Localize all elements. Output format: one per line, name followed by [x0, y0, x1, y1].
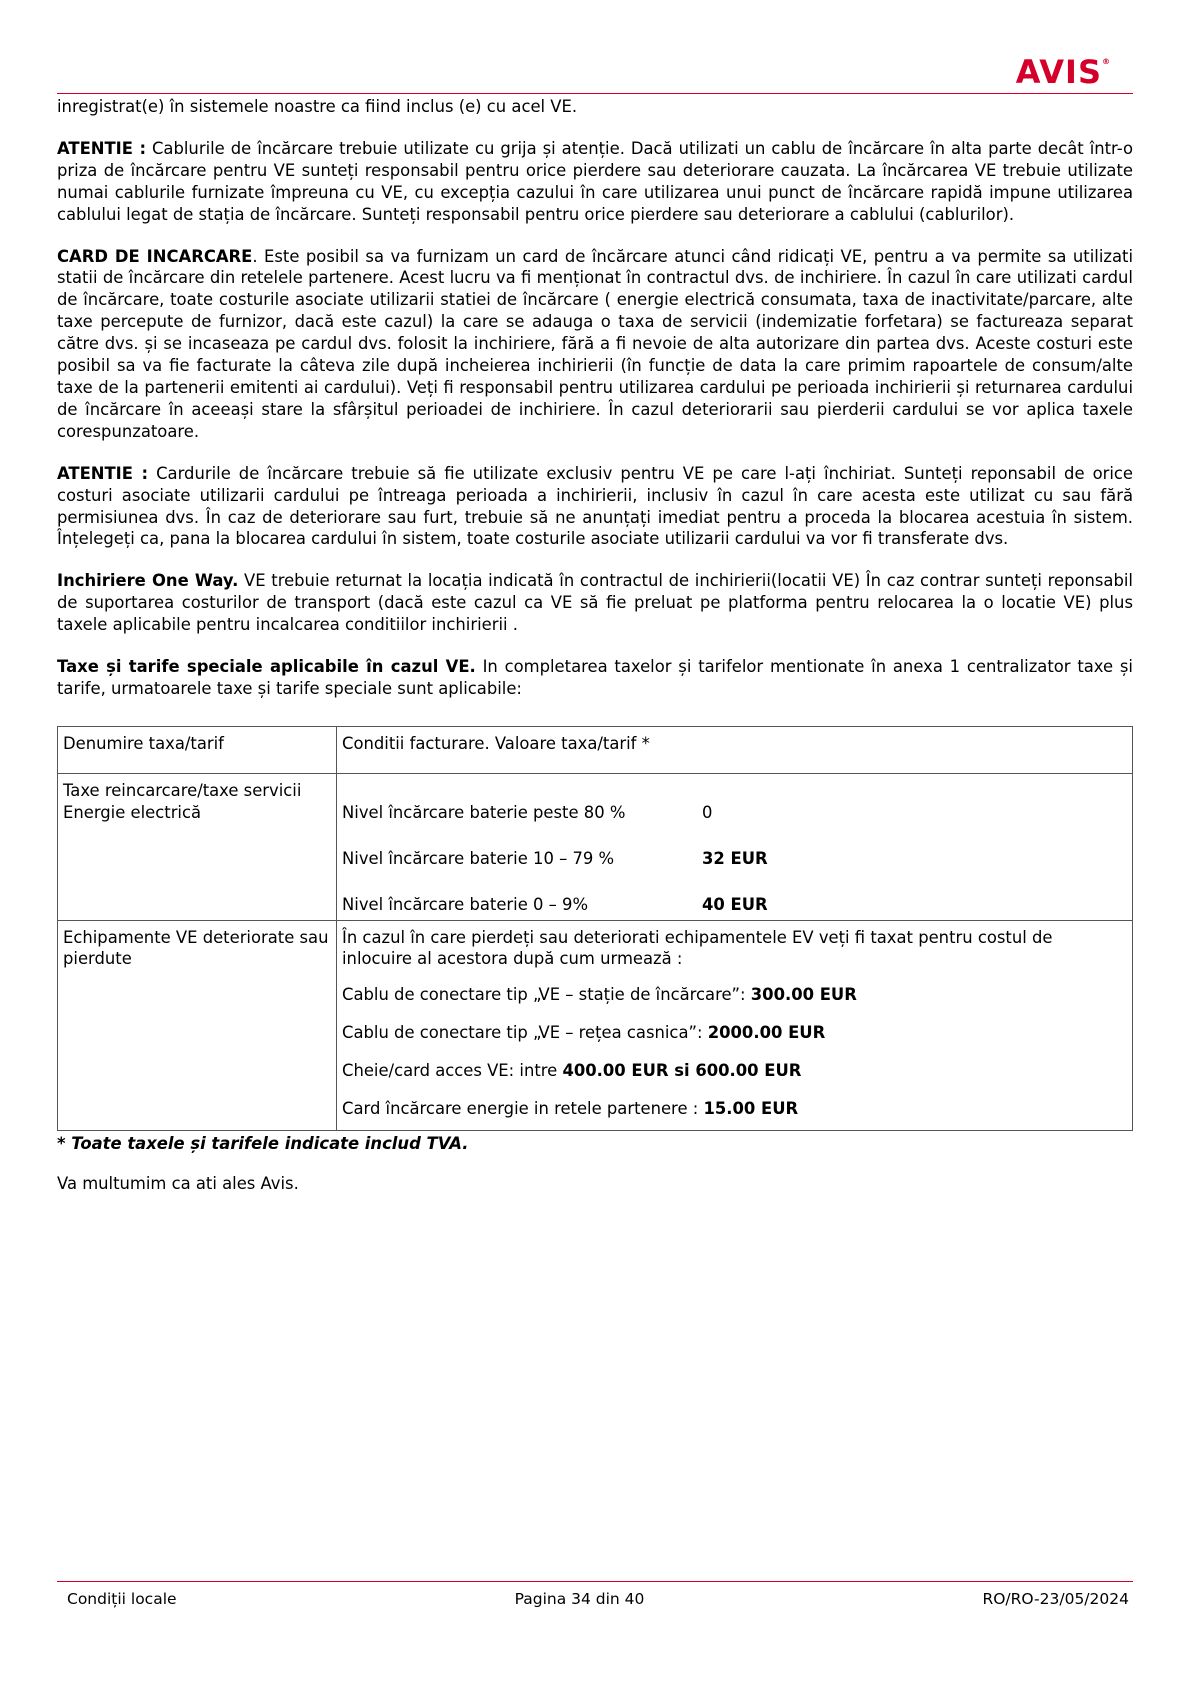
table-header-row	[58, 726, 1133, 773]
page-footer	[67, 1590, 1129, 1608]
footer-document-code: RO/RO-23/05/2024	[982, 1590, 1129, 1608]
table-row	[58, 920, 1133, 1130]
equipment-intro: În cazul în care pierdeți sau deteriorati echipamentele EV veți fi taxat pentru costul de inlocuire al acestora după cum urmează :	[342, 927, 1053, 969]
footer-page-number: Pagina 34 din 40	[514, 1590, 645, 1608]
equipment-cost-line: Cablu de conectare tip „VE – stație de încărcare”: 300.00 EUR	[342, 985, 857, 1005]
table-cell-equipment: Echipamente VE deteriorate sau pierdute	[58, 920, 337, 1130]
battery-level-line: Nivel încărcare baterie 0 – 9% 40 EUR	[342, 894, 768, 914]
table-cell-charging-fee: Taxe reincarcare/taxe servicii Energie electrică	[58, 773, 337, 920]
table-header-fee-name: Denumire taxa/tarif	[58, 726, 337, 773]
table-cell-equipment-costs	[337, 920, 1133, 1130]
table-cell-charging-levels	[337, 773, 1133, 920]
paragraph-cable-warning: ATENTIE : Cablurile de încărcare trebuie utilizate cu grija și atenție. Dacă utilizati un cablu de încărcare în alta parte decât într-o priza de încărcare pentru VE sunteți responsabil pentru orice pierdere sau deteriorare cauzata. La încărcarea VE trebuie utilizate numai cablurile furnizate împreuna cu VE, cu excepția cazului în care utilizarea unui punct de încărcare rapidă impune utilizarea cablului legat de stația de încărcare. Sunteți responsabil pentru orice pierdere sau deteriorare a cablului (cablurilor).	[57, 138, 1133, 224]
vat-note: * Toate taxele și tarifele indicate includ TVA.	[57, 1134, 469, 1153]
paragraph-special-fees: Taxe și tarife speciale aplicabile în cazul VE. In completarea taxelor și tarifelor mentionate în anexa 1 centralizator taxe și tarife, urmatoarele taxe și tarife speciale sunt aplicabile:	[57, 657, 1133, 698]
equipment-cost-line: Cheie/card acces VE: intre 400.00 EUR si 600.00 EUR	[342, 1061, 802, 1081]
paragraph-card-warning: ATENTIE : Cardurile de încărcare trebuie să fie utilizate exclusiv pentru VE pe care l-ați închiriat. Sunteți reponsabil de orice costuri asociate utilizarii cardului pe întreaga perioada a inchirierii, inclusiv în cazul în care acesta este utilizat cu sau fără permisiunea dvs. În caz de deteriorare sau furt, trebuie să ne anunțați imediat pentru a proceda la blocarea acestuia în sistem. Înțelegeți ca, pana la blocarea cardului în sistem, toate costurile asociate utilizarii cardului va vor fi transferate dvs.	[57, 463, 1133, 549]
avis-logo: AVIS®	[1015, 53, 1111, 91]
equipment-cost-line: Card încărcare energie in retele partenere : 15.00 EUR	[342, 1099, 799, 1119]
header-divider	[57, 93, 1133, 94]
table-row	[58, 773, 1133, 920]
footer-divider	[57, 1581, 1133, 1582]
paragraph-continuation: inregistrat(e) în sistemele noastre ca fiind inclus (e) cu acel VE.	[57, 97, 578, 116]
battery-level-line: Nivel încărcare baterie peste 80 % 0	[342, 802, 713, 822]
table-header-fee-value: Conditii facturare. Valoare taxa/tarif *	[337, 726, 1133, 773]
paragraph-charging-card: CARD DE INCARCARE. Este posibil sa va furnizam un card de încărcare atunci când ridicați VE, pentru a va permite sa utilizati statii de încărcare din retelele partenere. Acest lucru va fi menționat în contractul dvs. de inchiriere. În cazul în care utilizati cardul de încărcare, toate costurile asociate utilizarii statiei de încărcare ( energie electrică consumata, taxa de inactivitate/parcare, alte taxe percepute de furnizor, dacă este cazul) la care se adauga o taxa de servicii (indemizatie forfetara) se factureaza separat către dvs. și se incaseaza pe cardul dvs. folosit la inchiriere, fără a fi nevoie de alta autorizare din partea dvs. Aceste costuri este posibil sa va fie facturate la câteva zile după incheierea inchirierii (în funcție de data la care primim rapoartele de consum/alte taxe de la partenerii emitenti ai cardului). Veți fi responsabil pentru utilizarea cardului pe perioada inchirierii și returnarea cardului de încărcare în aceeași stare la sfârșitul perioadei de inchiriere. În cazul deteriorarii sau pierderii cardului se vor aplica taxele corespunzatoare.	[57, 246, 1134, 441]
footer-section-title: Condiții locale	[67, 1590, 177, 1608]
battery-level-line: Nivel încărcare baterie 10 – 79 % 32 EUR	[342, 848, 768, 868]
closing-thanks: Va multumim ca ati ales Avis.	[57, 1173, 299, 1193]
equipment-cost-line: Cablu de conectare tip „VE – rețea casnica”: 2000.00 EUR	[342, 1023, 826, 1043]
document-body	[57, 96, 1133, 1195]
fees-table	[57, 726, 1133, 1131]
paragraph-one-way: Inchiriere One Way. VE trebuie returnat la locația indicată în contractul de inchirierii(locatii VE) În caz contrar sunteți reponsabil de suportarea costurilor de transport (dacă este cazul ca VE să fie preluat pe platforma pentru relocarea la o locatie VE) plus taxele aplicabile pentru incalcarea conditiilor inchirierii .	[57, 571, 1133, 635]
